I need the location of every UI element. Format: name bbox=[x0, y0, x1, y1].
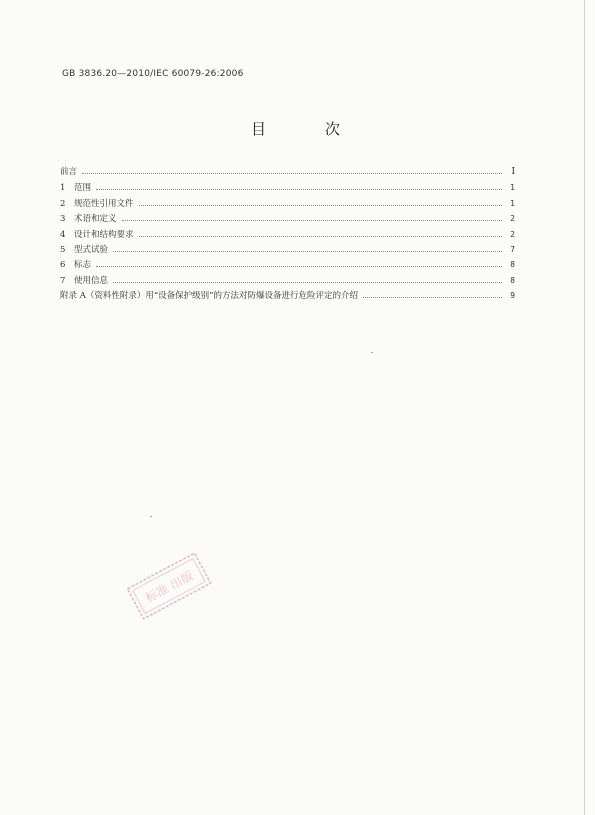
toc-entry-label: 使用信息 bbox=[74, 275, 109, 286]
toc-title: 目 次 bbox=[250, 120, 362, 138]
toc-entry[interactable] bbox=[60, 211, 515, 226]
toc-entry-page-number: 2 bbox=[510, 214, 515, 224]
toc-entry[interactable] bbox=[60, 165, 515, 180]
toc-entry-label: 附录 A（资料性附录）用“设备保护级别”的方法对防爆设备进行危险评定的介绍 bbox=[60, 291, 359, 302]
toc-dot-leader bbox=[96, 266, 502, 267]
toc-entry-page-number: 7 bbox=[510, 244, 515, 254]
toc-dot-leader bbox=[96, 189, 502, 190]
toc-dot-leader bbox=[113, 282, 502, 283]
toc-entry-number: 2 bbox=[60, 198, 66, 209]
toc-entry[interactable] bbox=[60, 273, 515, 288]
toc-entry-label: 标志 bbox=[74, 260, 92, 271]
toc-dot-leader bbox=[113, 251, 502, 252]
toc-entry-label: 范围 bbox=[74, 183, 92, 194]
toc-entry-number: 1 bbox=[60, 183, 66, 194]
toc-entry[interactable] bbox=[60, 242, 515, 257]
standard-code-header: GB 3836.20—2010/IEC 60079-26:2006 bbox=[62, 69, 244, 79]
toc-entry-number: 4 bbox=[60, 229, 66, 240]
toc-dot-leader bbox=[139, 236, 502, 237]
scan-speck bbox=[371, 352, 373, 353]
toc-entry-number: 3 bbox=[60, 214, 66, 225]
toc-entry-label: 设计和结构要求 bbox=[74, 229, 134, 240]
toc-entry[interactable] bbox=[60, 180, 515, 195]
toc-entry-page-number: 1 bbox=[510, 183, 515, 193]
table-of-contents bbox=[60, 165, 515, 304]
toc-entry-page-number: 1 bbox=[510, 198, 515, 208]
toc-entry[interactable] bbox=[60, 257, 515, 272]
toc-entry-page-number: 2 bbox=[510, 229, 515, 239]
toc-entry-label: 型式试验 bbox=[74, 244, 109, 255]
library-stamp bbox=[126, 552, 212, 620]
toc-entry-number: 7 bbox=[60, 275, 66, 286]
toc-dot-leader bbox=[139, 205, 502, 206]
toc-entry-label: 规范性引用文件 bbox=[74, 198, 134, 209]
toc-entry-label: 前言 bbox=[60, 167, 78, 177]
toc-entry[interactable] bbox=[60, 227, 515, 242]
toc-entry-page-number: 9 bbox=[510, 291, 515, 301]
stamp-text: 标准 出版 bbox=[143, 568, 196, 606]
toc-dot-leader bbox=[122, 220, 502, 221]
toc-entry[interactable] bbox=[60, 288, 515, 303]
toc-entry-page-number: 8 bbox=[510, 275, 515, 285]
toc-entry-page-number: 8 bbox=[510, 260, 515, 270]
scan-speck bbox=[150, 516, 152, 517]
toc-entry-number: 6 bbox=[60, 260, 66, 271]
toc-dot-leader bbox=[363, 297, 502, 298]
toc-entry-page-number: Ⅰ bbox=[511, 167, 515, 177]
toc-entry[interactable] bbox=[60, 196, 515, 211]
toc-entry-label: 术语和定义 bbox=[74, 214, 117, 225]
toc-entry-number: 5 bbox=[60, 244, 66, 255]
toc-dot-leader bbox=[82, 173, 502, 174]
